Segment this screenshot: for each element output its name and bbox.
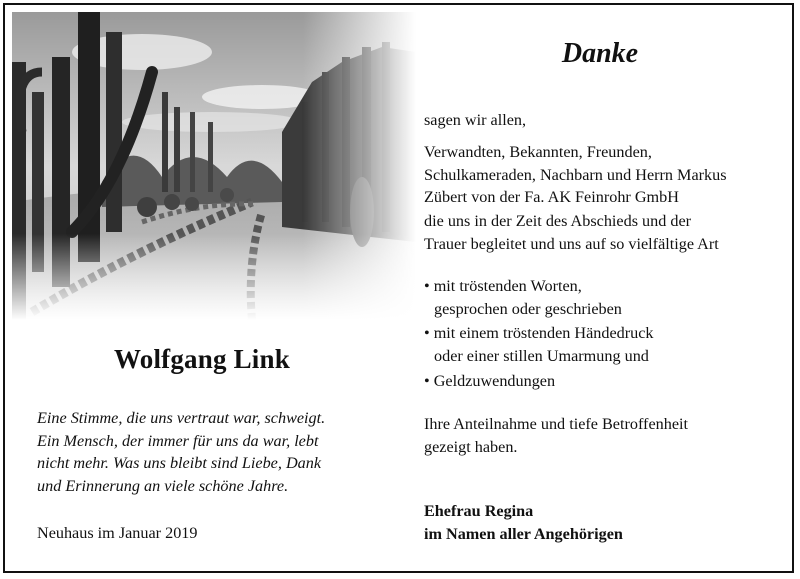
quote-line: nicht mehr. Was uns bleibt sind Liebe, Dank (37, 454, 322, 472)
quote-line: und Erinnerung an viele schöne Jahre. (37, 476, 289, 495)
recipients-line: Schulkameraden, Nachbarn und Herrn Markus (424, 165, 727, 184)
quote-line: Ein Mensch, der immer für uns da war, lebt (37, 431, 319, 450)
bullet-item (424, 275, 622, 320)
closing-line: gezeigt haben. (424, 437, 518, 456)
bullet-continuation: gesprochen oder geschrieben (434, 299, 622, 318)
signature-line: im Namen aller Angehörigen (424, 524, 623, 543)
thanks-intro: sagen wir allen, (424, 111, 527, 129)
bullet-item (424, 322, 654, 367)
bullet-item (424, 370, 555, 393)
closing-line: Ihre Anteilnahme und tiefe Betroffenheit (424, 415, 689, 433)
thanks-reason (424, 210, 719, 255)
reason-line: Trauer begleitet und uns auf so vielfältige Art (424, 234, 719, 253)
bullet-continuation: oder einer stillen Umarmung und (434, 346, 649, 365)
thanks-closing (424, 413, 688, 458)
signature (424, 500, 623, 545)
reason-line: die uns in der Zeit des Abschieds und der (424, 212, 692, 230)
signature-line: Ehefrau Regina (424, 502, 534, 520)
recipients-line: Verwandten, Bekannten, Freunden, (424, 143, 652, 161)
bullet-line: • mit tröstenden Worten, (424, 277, 582, 295)
recipients-line: Zübert von der Fa. AK Feinrohr GmbH (424, 188, 679, 206)
thanks-heading: Danke (561, 38, 639, 69)
cactus-garden-photo (12, 12, 416, 320)
bullet-line: • mit einem tröstenden Händedruck (424, 324, 654, 342)
quote-line: Eine Stimme, die uns vertraut war, schweigt. (37, 409, 326, 427)
bullet-line: • Geldzuwendungen (424, 372, 556, 390)
deceased-name: Wolfgang Link (114, 344, 290, 374)
place-date: Neuhaus im Januar 2019 (37, 524, 198, 542)
thanks-recipients (424, 141, 727, 209)
memorial-quote (37, 407, 397, 497)
